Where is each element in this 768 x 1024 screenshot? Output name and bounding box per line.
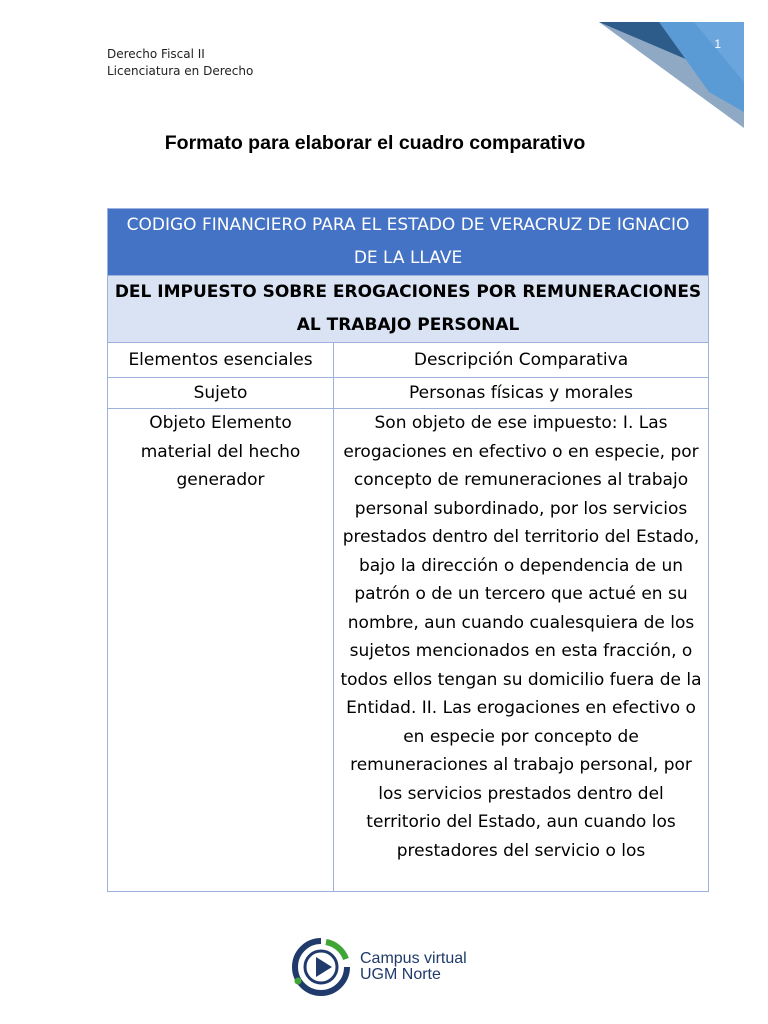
logo-text <box>360 951 467 983</box>
row-label-sujeto: Sujeto <box>108 378 334 409</box>
play-circle-icon <box>290 935 352 1001</box>
header-course: Derecho Fiscal II <box>107 47 205 61</box>
page-title <box>0 132 768 155</box>
row-description-sujeto: Personas físicas y morales <box>334 378 709 409</box>
page-title-text: Formato para elaborar el cuadro comparativo <box>164 132 586 154</box>
campus-logo <box>290 935 490 1005</box>
page-number: 1 <box>714 37 721 51</box>
row-description-objeto <box>334 409 709 892</box>
column-header-elements: Elementos esenciales <box>108 343 334 378</box>
table-column-header-row <box>108 343 709 378</box>
document-header <box>107 46 253 80</box>
table-main-header: CODIGO FINANCIERO PARA EL ESTADO DE VERACRUZ DE IGNACIO DE LA LLAVE <box>108 209 709 276</box>
header-program: Licenciatura en Derecho <box>107 64 254 78</box>
logo-line-campus: Campus virtual <box>360 950 467 967</box>
row-description-objeto-text: Son objeto de ese impuesto: I. Las erogaciones en efectivo o en especie, por concepto de remuneraciones al trabajo personal subordinado, por los servicios prestados dentro del territorio del Estado, bajo la dirección o dependencia de un patrón o de un tercero que actué en su nombre, aun cuando cualesquiera de los sujetos mencionados en esta fracción, o todos ellos tengan su domicilio fuera de la Entidad. II. Las erogaciones en efectivo o en especie por concepto de remuneraciones al trabajo personal, por los servicios prestados dentro del territorio del Estado, aun cuando los prestadores del servicio o los <box>340 413 702 861</box>
table-sub-header-row <box>108 276 709 343</box>
logo-line-ugm: UGM Norte <box>360 966 441 983</box>
row-label-objeto-text: Objeto Elemento material del hecho generador <box>140 413 301 490</box>
row-label-objeto <box>108 409 334 892</box>
table-row <box>108 409 709 892</box>
column-header-description: Descripción Comparativa <box>334 343 709 378</box>
comparative-table <box>107 208 709 892</box>
table-main-header-row <box>108 209 709 276</box>
table-row <box>108 378 709 409</box>
table-sub-header: DEL IMPUESTO SOBRE EROGACIONES POR REMUNERACIONES AL TRABAJO PERSONAL <box>108 276 709 343</box>
corner-decoration <box>599 22 744 128</box>
